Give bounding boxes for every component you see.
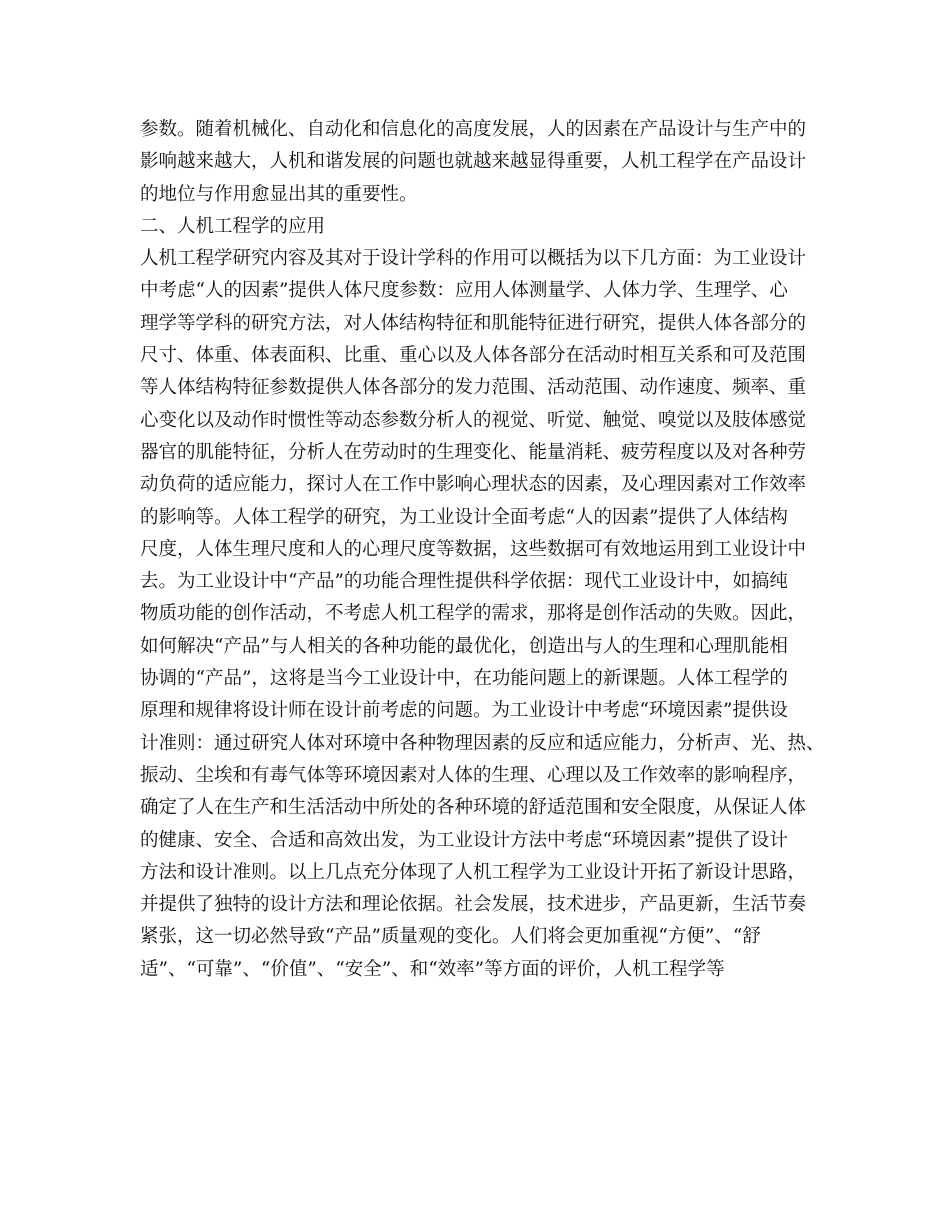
text-line: 尺寸、体重、体表面积、比重、重心以及人体各部分在活动时相互关系和可及范围 (140, 345, 807, 367)
text-line: 方法和设计准则。以上几点充分体现了人机工程学为工业设计开拓了新设计思路， (140, 861, 807, 883)
text-line: 影响越来越大，人机和谐发展的问题也就越来越显得重要，人机工程学在产品设计 (140, 151, 807, 173)
text-line: 的健康、安全、合适和高效出发，为工业设计方法中考虑“环境因素”提供了设计 (140, 829, 788, 851)
text-line: 计准则：通过研究人体对环境中各种物理因素的反应和适应能力，分析声、光、热、 (140, 732, 825, 754)
text-line: 参数。随着机械化、自动化和信息化的高度发展，人的因素在产品设计与生产中的 (140, 119, 807, 140)
text-line: 的影响等。人体工程学的研究，为工业设计全面考虑“人的因素”提供了人体结构 (140, 506, 788, 528)
text-line: 如何解决“产品”与人相关的各种功能的最优化，创造出与人的生理和心理肌能相 (140, 635, 788, 657)
text-line: 振动、尘埃和有毒气体等环境因素对人体的生理、心理以及工作效率的影响程序， (140, 764, 807, 786)
text-line: 中考虑“人的因素”提供人体尺度参数：应用人体测量学、人体力学、生理学、心 (140, 280, 788, 302)
text-line: 器官的肌能特征，分析人在劳动时的生理变化、能量消耗、疲劳程度以及对各种劳 (140, 441, 807, 463)
text-line: 原理和规律将设计师在设计前考虑的问题。为工业设计中考虑“环境因素”提供设 (140, 700, 788, 722)
text-line: 确定了人在生产和生活活动中所处的各种环境的舒适范围和安全限度，从保证人体 (140, 797, 807, 819)
text-line: 动负荷的适应能力，探讨人在工作中影响心理状态的因素，及心理因素对工作效率 (140, 474, 807, 496)
text-line: 协调的“产品”，这将是当今工业设计中，在功能问题上的新课题。人体工程学的 (140, 668, 788, 690)
section-heading: 二、人机工程学的应用 (140, 215, 326, 237)
text-line: 心变化以及动作时惯性等动态参数分析人的视觉、听觉、触觉、嗅觉以及肢体感觉 (140, 409, 807, 431)
body-text (140, 114, 830, 986)
text-line: 适”、“可靠”、“价值”、“安全”、和“效率”等方面的评价，人机工程学等 (140, 958, 725, 980)
text-line: 理学等学科的研究方法，对人体结构特征和肌能特征进行研究，提供人体各部分的 (140, 312, 807, 334)
text-line: 尺度，人体生理尺度和人的心理尺度等数据，这些数据可有效地运用到工业设计中 (140, 538, 807, 560)
text-line: 的地位与作用愈显出其的重要性。 (140, 183, 418, 205)
text-line: 紧张，这一切必然导致“产品”质量观的变化。人们将会更加重视“方便”、“舒 (140, 926, 761, 948)
text-line: 并提供了独特的设计方法和理论依据。社会发展，技术进步，产品更新，生活节奏 (140, 894, 807, 916)
text-line: 物质功能的创作活动，不考虑人机工程学的需求，那将是创作活动的失败。因此， (140, 603, 807, 625)
text-line: 去。为工业设计中“产品”的功能合理性提供科学依据：现代工业设计中，如搞纯 (140, 571, 788, 593)
text-line: 人机工程学研究内容及其对于设计学科的作用可以概括为以下几方面：为工业设计 (140, 248, 807, 270)
text-line: 等人体结构特征参数提供人体各部分的发力范围、活动范围、动作速度、频率、重 (140, 377, 807, 399)
